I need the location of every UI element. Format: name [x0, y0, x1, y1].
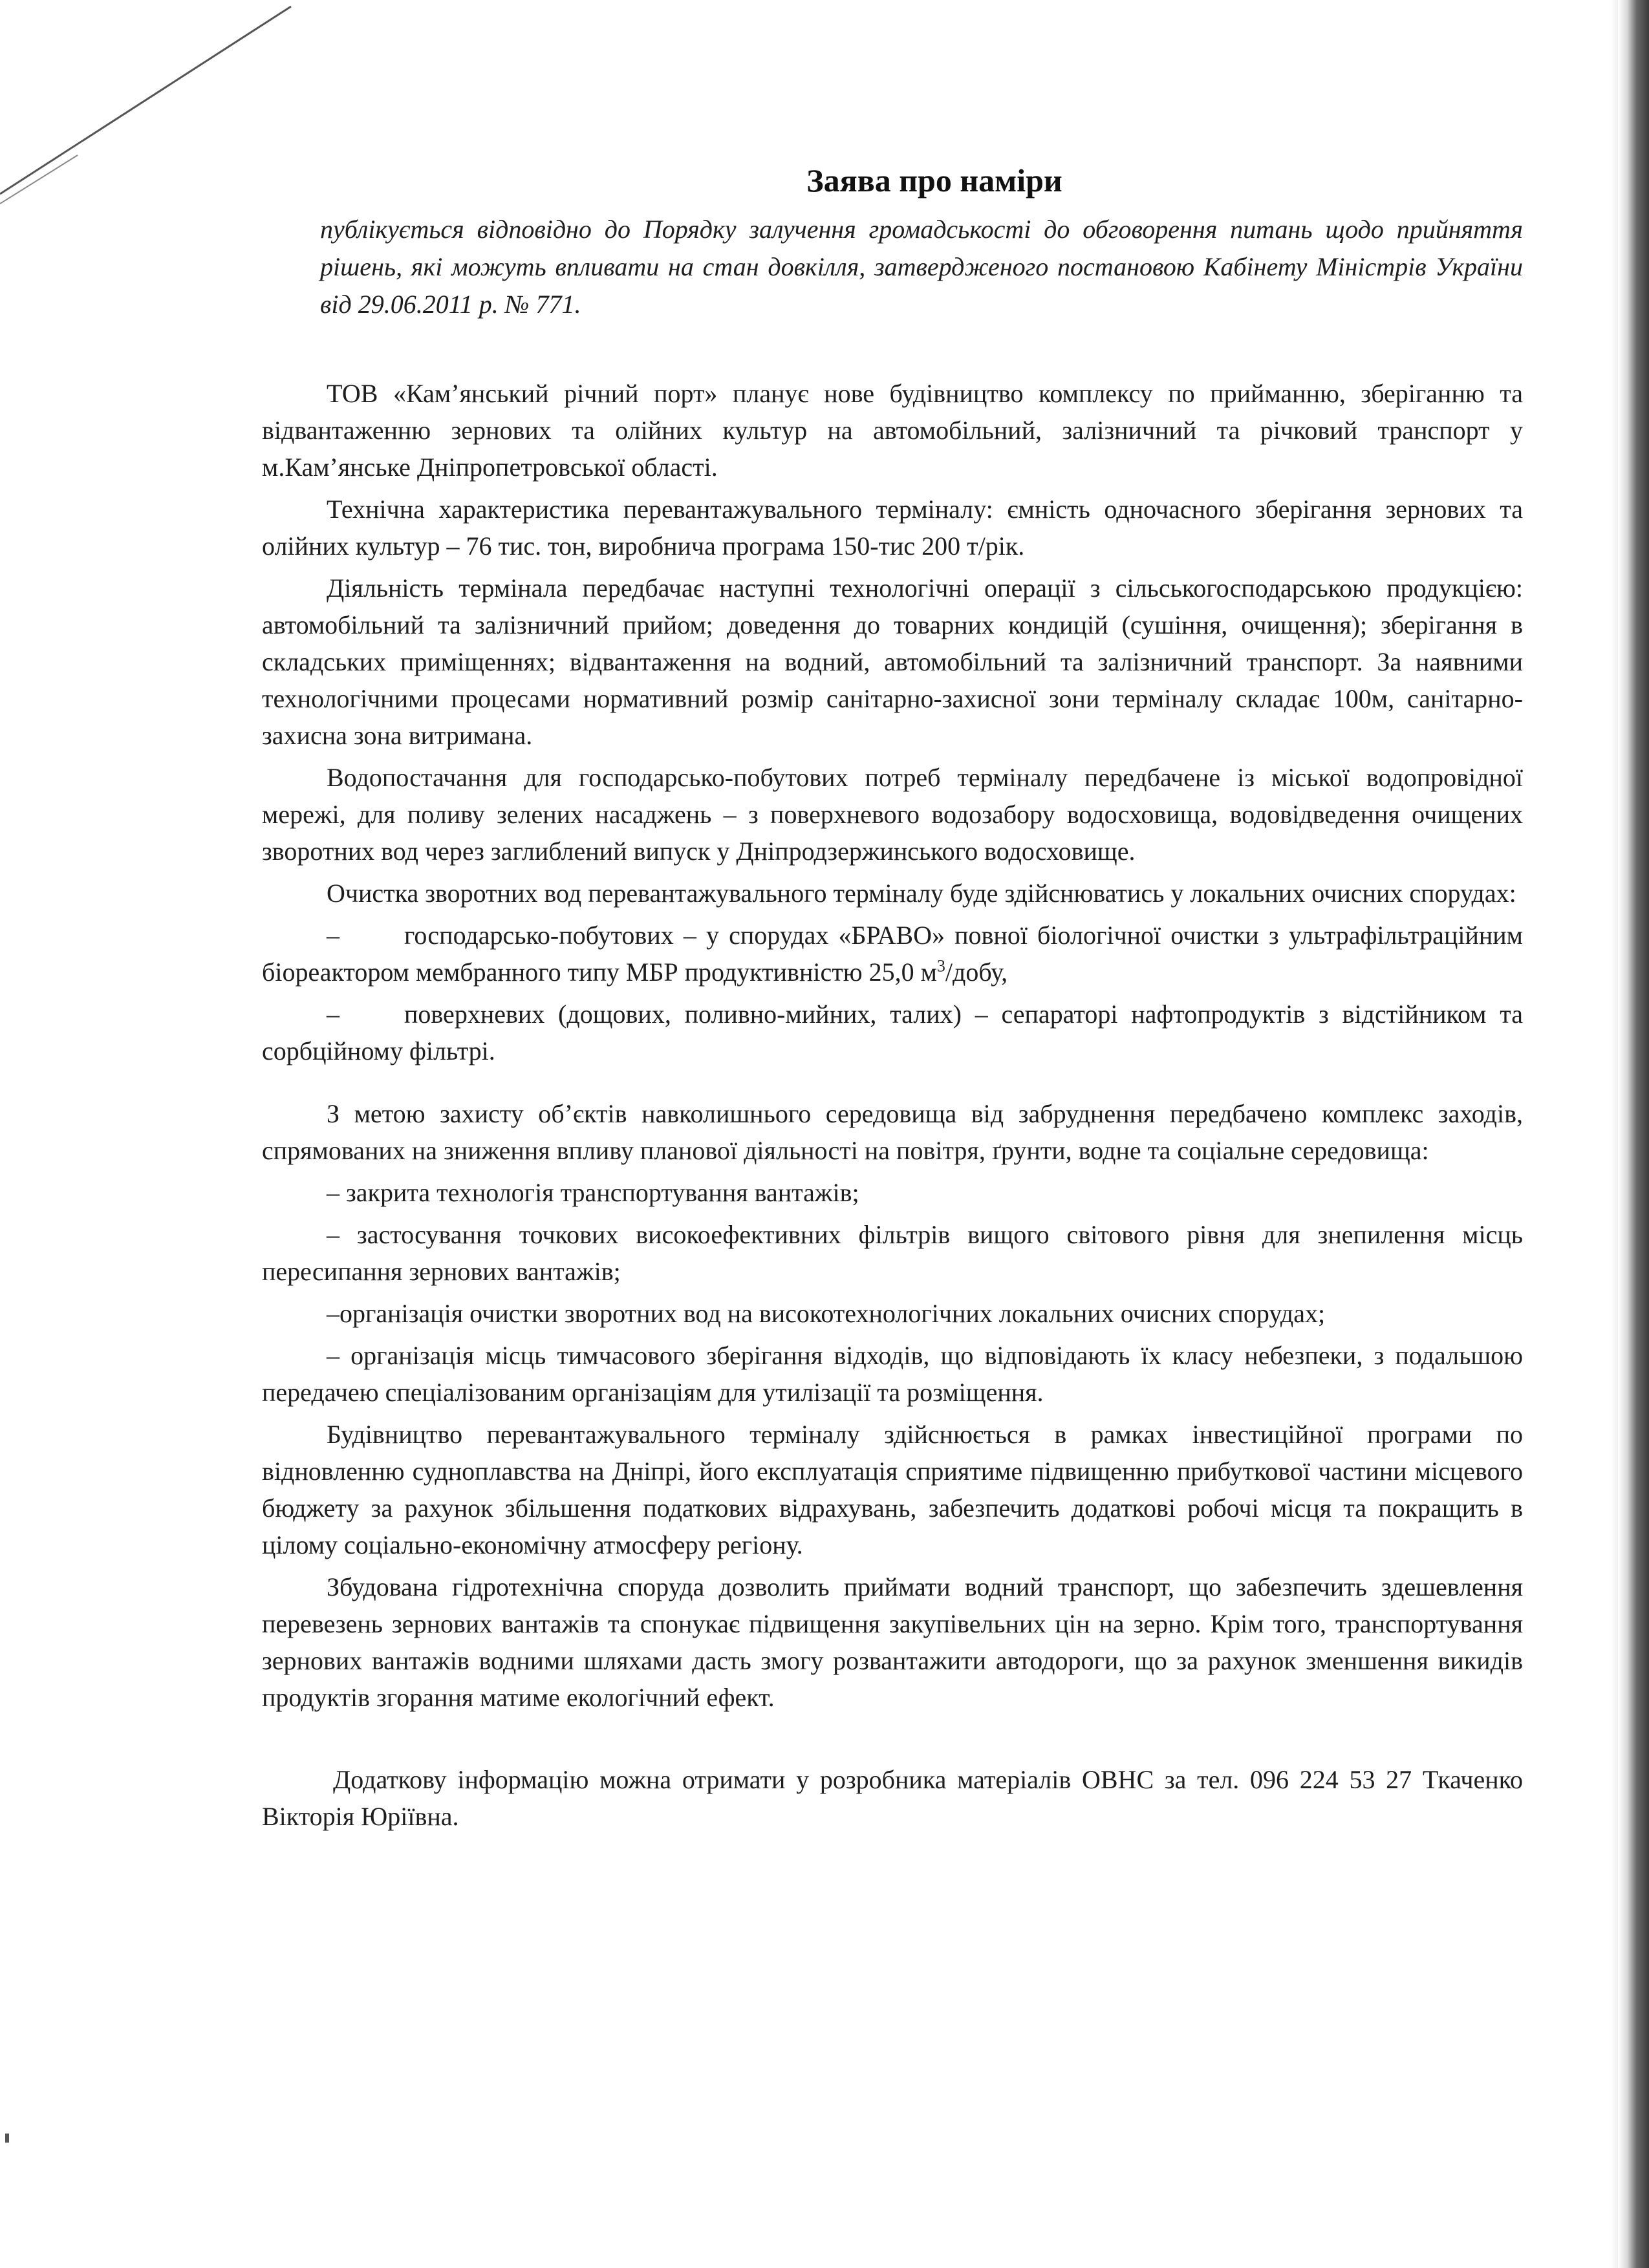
- list-item: – закрита технологія транспортування вантажів;: [327, 1178, 859, 1207]
- contact-info: Додаткову інформацію можна отримати у розробника матеріалів ОВНС за тел. 096 224 53 27 Ткаченко Вікторія Юріївна.: [262, 1765, 1523, 1831]
- paragraph-intro: ТОВ «Кам’янський річний порт» планує нове будівництво комплексу по прийманню, зберіганню та відвантаженню зернових та олійних культур на автомобільний, залізничний та річковий транспорт у м.Кам’янське Дніпропетровської області.: [262, 379, 1523, 482]
- list-item: – організація місць тимчасового зберігання відходів, що відповідають їх класу небезпеки, з подальшою передачею спеціалізованим організаціям для утилізації та розміщення.: [262, 1341, 1523, 1407]
- paragraph-protection-measures: З метою захисту об’єктів навколишнього середовища від забруднення передбачено комплекс заходів, спрямованих на зниження впливу планової діяльності на повітря, ґрунти, водне та соціальне середовища:: [262, 1099, 1523, 1165]
- scan-edge-highlight: [1611, 0, 1618, 2268]
- list-item-text-end: /добу,: [945, 957, 1008, 987]
- paragraph-operations: Діяльність термінала передбачає наступні технологічні операції з сільськогосподарською продукцією: автомобільний та залізничний прийом; доведення до товарних кондицій (сушіння, очищення); зберігання в складських приміщеннях; відвантаження на водний, автомобільний та залізничний транспорт. За наявними технологічними процесами нормативний розмір санітарно-захисної зони терміналу складає 100м, санітарно-захисна зона витримана.: [262, 573, 1523, 750]
- paragraph-hydrotechnical: Збудована гідротехнічна споруда дозволить приймати водний транспорт, що забезпечить здешевлення перевезень зернових вантажів та спонукає підвищення закупівельних цін на зерно. Крім того, транспортування зернових вантажів водними шляхами дасть змогу розвантажити автодороги, що за рахунок зменшення викидів продуктів згорання матиме екологічний ефект.: [262, 1572, 1523, 1712]
- scan-mark: [5, 2134, 9, 2143]
- list-item-text: поверхневих (дощових, поливно-мийних, талих) – сепараторі нафтопродуктів з відстійником та сорбційному фільтрі.: [262, 1000, 1523, 1065]
- list-item-text: господарсько-побутових – у спорудах «БРАВО» повної біологічної очистки з ультрафільтраційним біореактором мембранного типу МБР продуктивністю 25,0 м: [262, 921, 1523, 987]
- list-item: –організація очистки зворотних вод на високотехнологічних локальних очисних спорудах;: [327, 1299, 1326, 1328]
- dash-marker: –: [327, 1000, 339, 1029]
- list-item: [262, 996, 1523, 1069]
- document-subtitle: публікується відповідно до Порядку залучення громадськості до обговорення питань щодо прийняття рішень, які можуть впливати на стан довкілля, затвердженого постановою Кабінету Міністрів України від 29.06.2011 р. № 771.: [320, 215, 1523, 319]
- list-item: – застосування точкових високоефективних фільтрів вищого світового рівня для знепилення місць пересипання зернових вантажів;: [262, 1220, 1523, 1286]
- dash-marker: –: [327, 921, 339, 950]
- paragraph-treatment: Очистка зворотних вод перевантажувального терміналу буде здійснюватись у локальних очисних спорудах:: [327, 879, 1516, 908]
- document-body: [262, 162, 1523, 1835]
- paragraph-technical-specs: Технічна характеристика перевантажувального терміналу: ємність одночасного зберігання зернових та олійних культур – 76 тис. тон, виробнича програма 150-тис 200 т/рік.: [262, 495, 1523, 561]
- superscript: 3: [936, 956, 945, 976]
- paragraph-water-supply: Водопостачання для господарсько-побутових потреб терміналу передбачене із міської водопровідної мережі, для поливу зелених насаджень – з поверхневого водозабору водосховища, водовідведення очищених зворотних вод через заглиблений випуск у Дніпродзержинського водосховище.: [262, 763, 1523, 866]
- list-item: [262, 917, 1523, 990]
- page-title: Заява про наміри: [806, 162, 1062, 198]
- scan-edge-shadow: [1618, 0, 1649, 2268]
- paragraph-investment: Будівництво перевантажувального терміналу здійснюється в рамках інвестиційної програми по відновленню судноплавства на Дніпрі, його експлуатація сприятиме підвищенню прибуткової частини місцевого бюджету за рахунок збільшення податкових відрахувань, забезпечить додаткові робочі місця та покращить в цілому соціально-економічну атмосферу регіону.: [262, 1420, 1523, 1559]
- page-corner-fold: [0, 0, 297, 207]
